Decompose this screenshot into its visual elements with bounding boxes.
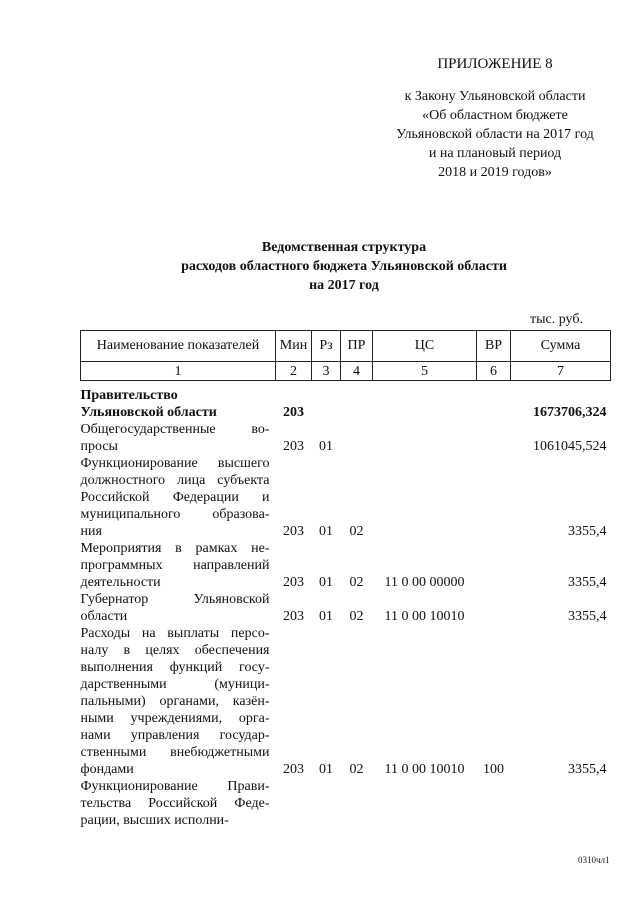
cell-sum: 1061045,524 [533, 439, 607, 454]
name-line: пальными) органами, казён- [80, 694, 270, 709]
cell-min: 203 [283, 405, 304, 420]
name-line: должностного лица субъекта [80, 473, 270, 488]
cell-cs [373, 421, 477, 455]
name-line: ными учреждениями, орга- [80, 711, 270, 726]
column-number: 7 [511, 362, 611, 381]
cell-rz: 01 [319, 609, 333, 624]
annex-line: 2018 и 2019 годов» [438, 165, 552, 180]
annex-block [380, 56, 610, 182]
table-body [81, 381, 611, 830]
cell-cs [373, 778, 477, 829]
cell-pr [341, 381, 373, 422]
name-line: налу в целях обеспечения [80, 643, 270, 658]
cell-pr: 02 [349, 609, 364, 624]
title-line: расходов областного бюджета Ульяновской области [181, 259, 507, 274]
header-name: Наименование показателей [81, 331, 276, 362]
name-line: деятельности [80, 575, 161, 590]
page-id: 0310чл1 [578, 855, 610, 865]
cell-sum: 3355,4 [568, 575, 607, 590]
cell-min: 203 [283, 609, 304, 624]
cell-sum: 3355,4 [568, 524, 607, 539]
table-row [81, 455, 611, 540]
name-line: дарственными (муници- [80, 677, 270, 692]
cell-rz: 01 [319, 762, 333, 777]
annex-line: к Закону Ульяновской области [404, 89, 586, 104]
cell-cs: 11 0 00 10010 [384, 609, 465, 624]
name-line: ственными внебюджетными [80, 745, 270, 760]
cell-name [81, 421, 276, 455]
name-line: тельства Российской Феде- [80, 796, 270, 811]
name-line: муниципального образова- [80, 507, 270, 522]
name-line: просы [80, 439, 118, 454]
name-line: фондами [80, 762, 134, 777]
cell-min: 203 [283, 575, 304, 590]
title-line: Ведомственная структура [261, 240, 427, 255]
name-line: области [80, 609, 128, 624]
name-line: Функционирование Прави- [80, 779, 270, 794]
cell-vr [477, 778, 511, 829]
header-cs: ЦС [373, 331, 477, 362]
column-number: 1 [81, 362, 276, 381]
annex-line: и на плановый период [428, 146, 562, 161]
table-row [81, 540, 611, 591]
cell-cs: 11 0 00 00000 [384, 575, 465, 590]
cell-rz [312, 778, 341, 829]
cell-min: 203 [283, 439, 304, 454]
header-vr: ВР [477, 331, 511, 362]
name-line: программных направлений [80, 558, 270, 573]
cell-sum [511, 778, 611, 829]
column-number: 3 [312, 362, 341, 381]
cell-vr [477, 591, 511, 625]
cell-rz: 01 [319, 575, 333, 590]
cell-name [81, 778, 276, 829]
cell-pr: 02 [349, 762, 364, 777]
column-number: 5 [373, 362, 477, 381]
column-number: 2 [276, 362, 312, 381]
cell-name [81, 625, 276, 778]
name-line: Мероприятия в рамках не- [80, 541, 270, 556]
name-line: Российской Федерации и [80, 490, 270, 505]
name-line: ния [80, 524, 102, 539]
table-header-row [81, 331, 611, 362]
cell-vr [477, 381, 511, 422]
units-label: тыс. руб. [530, 312, 583, 327]
cell-sum: 3355,4 [568, 609, 607, 624]
header-sum: Сумма [511, 331, 611, 362]
table-row [81, 421, 611, 455]
name-line: Губернатор Ульяновской [80, 592, 270, 607]
annex-line: «Об областном бюджете [422, 108, 568, 123]
cell-rz [312, 381, 341, 422]
annex-heading: ПРИЛОЖЕНИЕ 8 [437, 56, 553, 72]
cell-rz: 01 [319, 524, 333, 539]
table-row [81, 778, 611, 829]
cell-min: 203 [283, 524, 304, 539]
cell-vr [477, 540, 511, 591]
cell-min: 203 [283, 762, 304, 777]
cell-min [276, 778, 312, 829]
cell-sum: 1673706,324 [533, 405, 607, 420]
name-line: Расходы на выплаты персо- [80, 626, 270, 641]
cell-vr [477, 421, 511, 455]
cell-name [81, 540, 276, 591]
name-line: Функционирование высшего [80, 456, 270, 471]
header-pr: ПР [341, 331, 373, 362]
cell-pr: 02 [349, 524, 364, 539]
cell-cs [373, 455, 477, 540]
cell-name [81, 591, 276, 625]
cell-cs: 11 0 00 10010 [384, 762, 465, 777]
cell-name [81, 381, 276, 422]
cell-vr: 100 [483, 762, 504, 777]
cell-sum: 3355,4 [568, 762, 607, 777]
name-line: нами управления государ- [80, 728, 270, 743]
document-title [0, 238, 640, 295]
name-line: Ульяновской области [80, 405, 217, 420]
budget-table [80, 330, 611, 829]
column-number: 4 [341, 362, 373, 381]
cell-pr [341, 421, 373, 455]
column-number: 6 [477, 362, 511, 381]
annex-line: Ульяновской области на 2017 год [396, 127, 594, 142]
header-rz: Рз [312, 331, 341, 362]
table-row [81, 625, 611, 778]
name-line: выполнения функций госу- [80, 660, 270, 675]
table-row [81, 591, 611, 625]
cell-name [81, 455, 276, 540]
cell-cs [373, 381, 477, 422]
title-line: на 2017 год [309, 278, 379, 293]
name-line: Правительство [80, 388, 178, 403]
table-row [81, 381, 611, 422]
cell-pr: 02 [349, 575, 364, 590]
cell-rz: 01 [319, 439, 333, 454]
name-line: Общегосударственные во- [80, 422, 270, 437]
name-line: рации, высших исполни- [80, 813, 229, 828]
cell-pr [341, 778, 373, 829]
column-number-row [81, 362, 611, 381]
cell-vr [477, 455, 511, 540]
header-min: Мин [276, 331, 312, 362]
